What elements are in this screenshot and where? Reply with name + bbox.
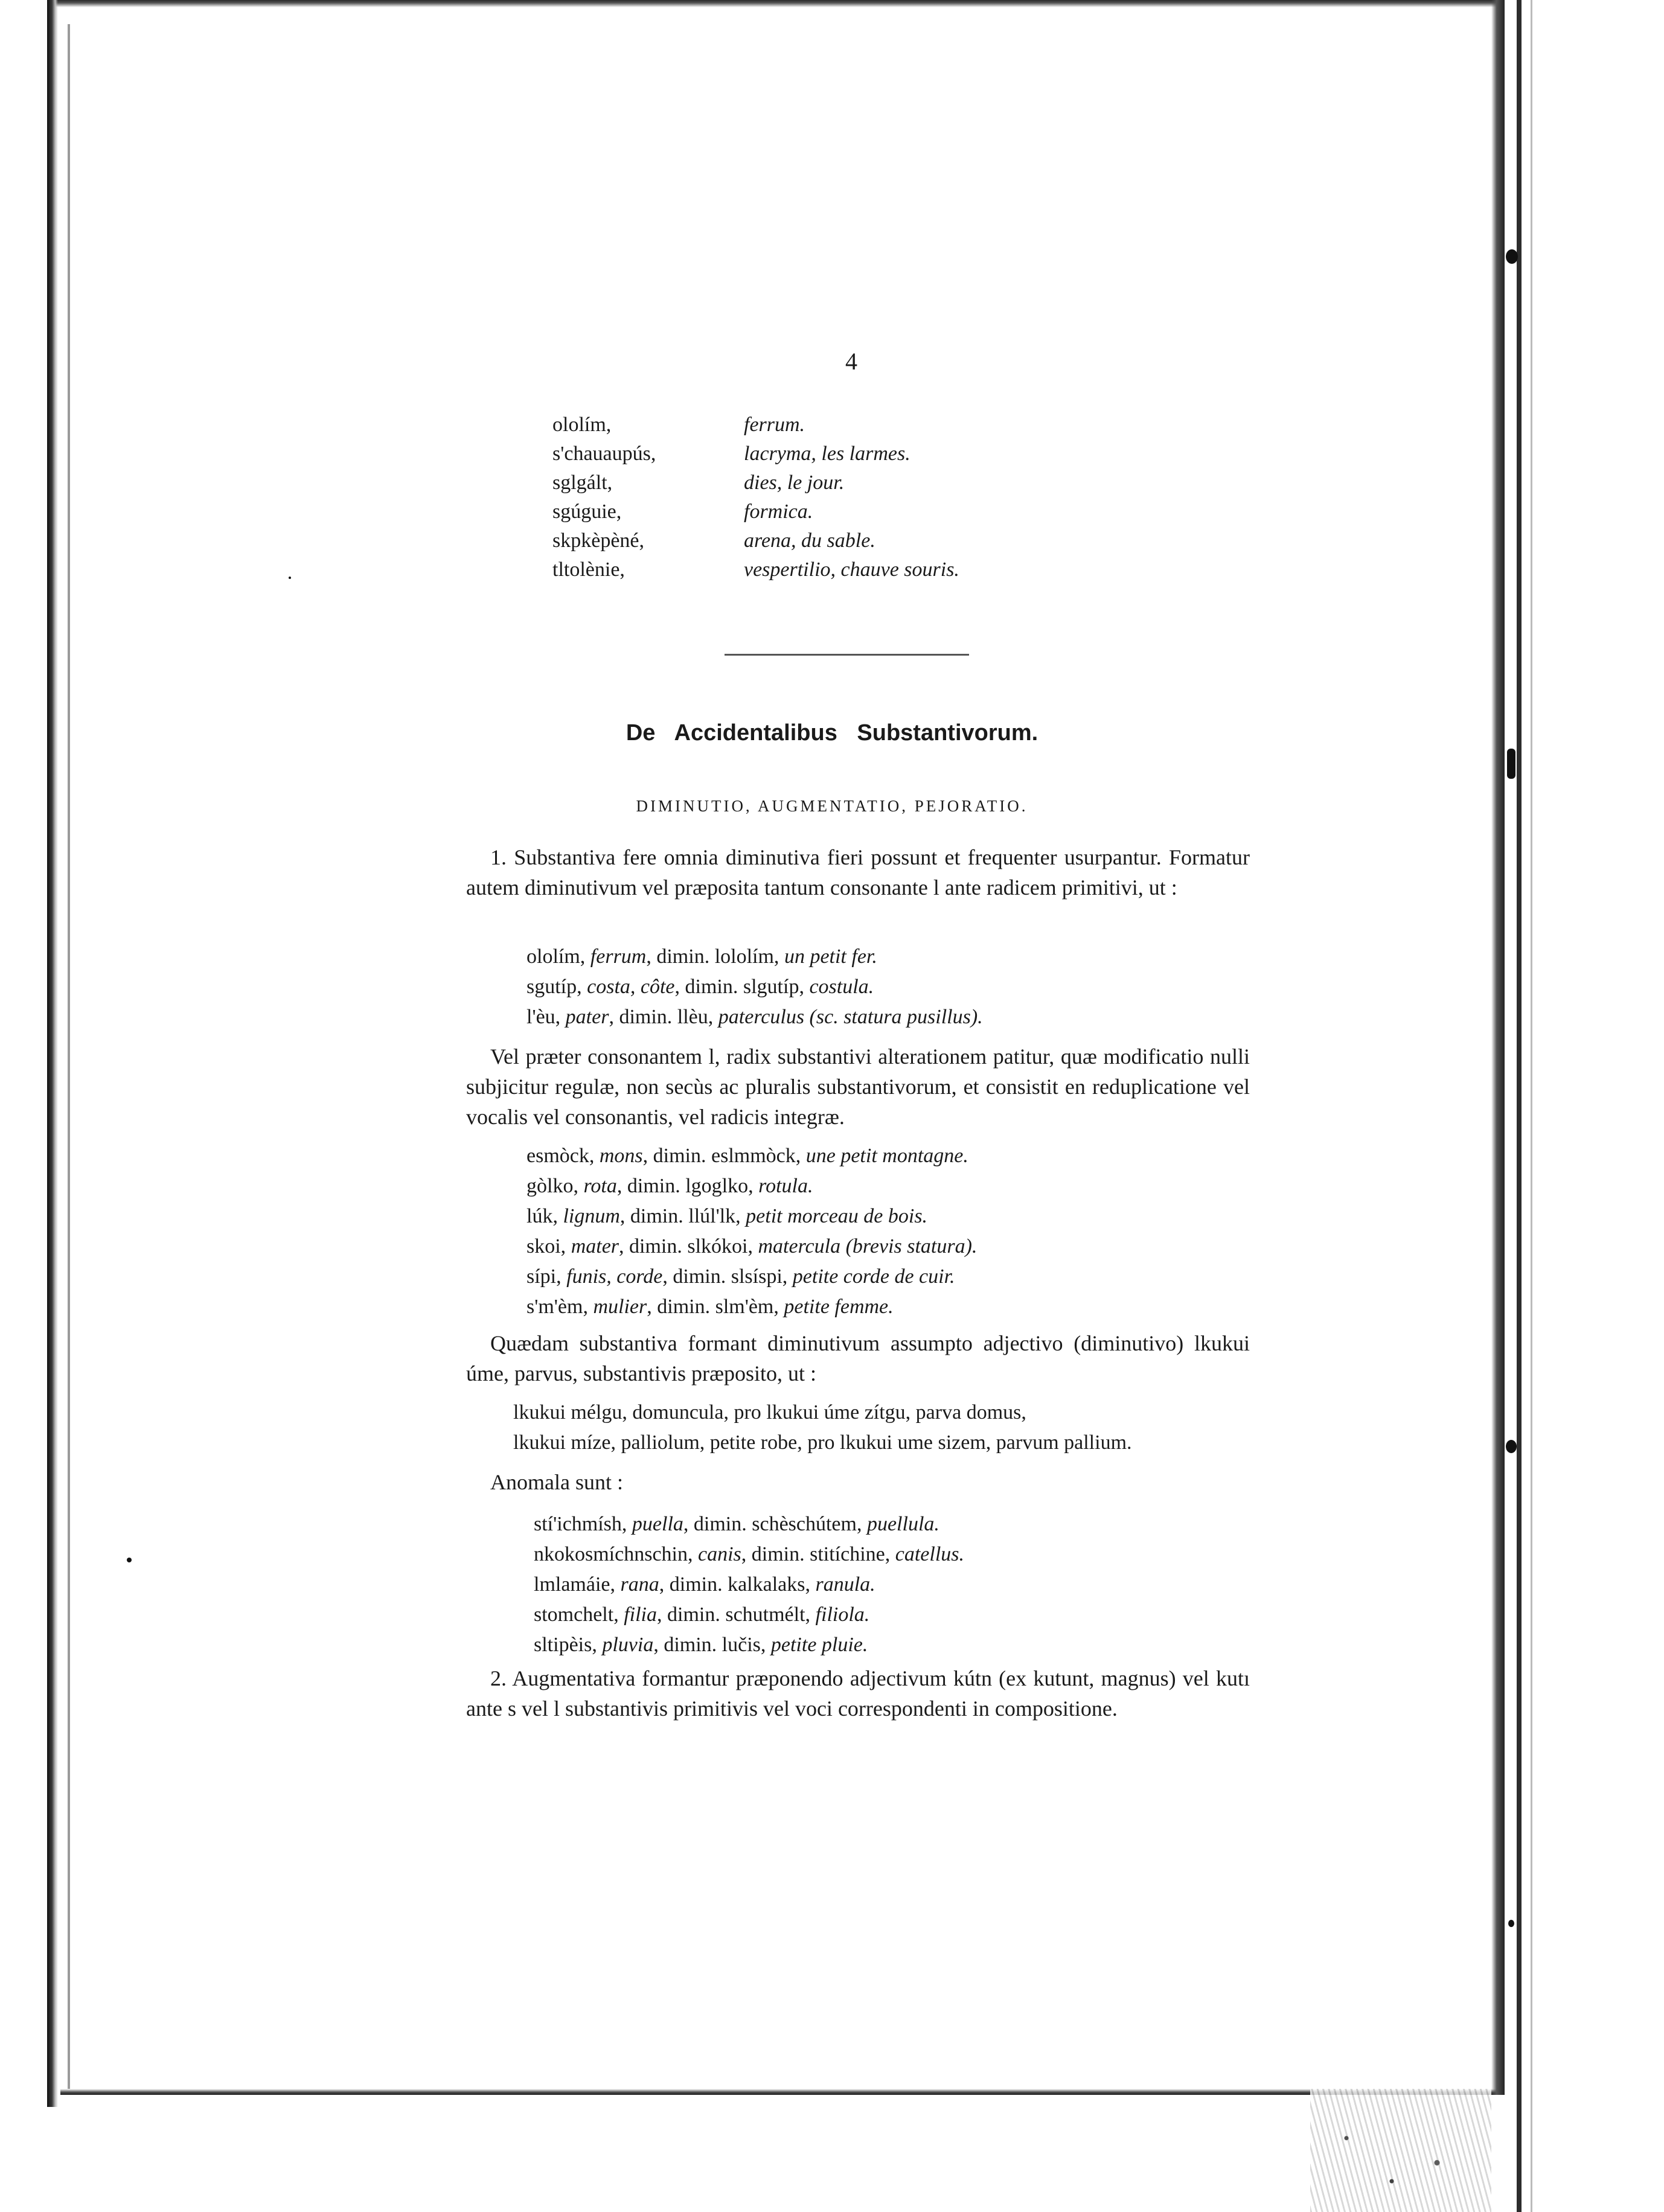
- example-line: esmòck, mons, dimin. eslmmòck, une petit montagne.: [526, 1145, 968, 1167]
- example-line: ololím, ferrum, dimin. lololím, un petit fer.: [526, 945, 877, 968]
- vocab-word: tltolènie,: [552, 558, 625, 581]
- paragraph-3-text: Quædam substantiva formant diminutivum assumpto adjectivo (diminutivo) lkukui úme, parvus, substantivis præposito, ut :: [466, 1331, 1250, 1386]
- vocab-latin: dies, le jour.: [744, 471, 845, 494]
- example-line: sltipèis, pluvia, dimin. lučis, petite pluie.: [534, 1634, 868, 1656]
- example-line: lúk, lignum, dimin. llúl'lk, petit morceau de bois.: [526, 1205, 928, 1227]
- example-line: sgutíp, costa, côte, dimin. slgutíp, costula.: [526, 976, 874, 998]
- vocab-word: sgúguie,: [552, 500, 622, 523]
- example-line: l'èu, pater, dimin. llèu, paterculus (sc. statura pusillus).: [526, 1006, 983, 1028]
- paragraph-2-text: Vel præter consonantem l, radix substantivi alterationem patitur, quæ modificatio nulli subjicitur regulæ, non secùs ac pluralis substantivorum, et consistit en reduplicatione vel vocalis vel consonantis, vel radicis integræ.: [466, 1044, 1250, 1129]
- paragraph-5-text: 2. Augmentativa formantur præponendo adjectivum kútn (ex kutunt, magnus) vel kutı ante s vel l substantivis primitivis vel voci correspondenti in compositione.: [466, 1666, 1250, 1721]
- next-page-edge-inner: [1531, 0, 1532, 2212]
- section-divider: [725, 654, 969, 656]
- vocab-latin: formica.: [744, 500, 813, 523]
- binding-hole: [1508, 1920, 1514, 1927]
- vocab-word: sglgált,: [552, 471, 613, 494]
- paragraph-1: [466, 842, 1250, 903]
- section-heading: De Accidentalibus Substantivorum.: [626, 720, 1038, 746]
- paragraph-3: [466, 1328, 1250, 1389]
- example-line: s'm'èm, mulier, dimin. slm'èm, petite femme.: [526, 1296, 894, 1318]
- speck: [127, 1558, 132, 1562]
- binding-hole: [1507, 749, 1515, 779]
- scan-edge-left-inner: [68, 24, 70, 2089]
- next-page-strip: [1509, 0, 1664, 2212]
- example-line: gòlko, rota, dimin. lgoglko, rotula.: [526, 1175, 813, 1197]
- example-line: nkokosmíchnschin, canis, dimin. stitíchine, catellus.: [534, 1543, 965, 1565]
- paragraph-4-text: Anomala sunt :: [490, 1470, 623, 1494]
- binding-hole: [1506, 1440, 1517, 1453]
- speck: [289, 577, 291, 579]
- example-list-4: [534, 1509, 964, 1660]
- example-list-2: [526, 1141, 977, 1322]
- example-list-3: [513, 1398, 1132, 1458]
- section-subheading: DIMINUTIO, AUGMENTATIO, PEJORATIO.: [636, 797, 1028, 815]
- scan-edge-bottom: [60, 2089, 1497, 2095]
- paragraph-1-text: 1. Substantiva fere omnia diminutiva fieri possunt et frequenter usurpantur. Formatur autem diminutivum vel præposita tantum consonante l ante radicem primitivi, ut :: [466, 845, 1250, 900]
- next-page-edge: [1517, 0, 1522, 2212]
- binding-hole: [1506, 249, 1518, 264]
- scan-noise: [1310, 2089, 1491, 2212]
- example-line: skoi, mater, dimin. slkókoi, matercula (brevis statura).: [526, 1235, 978, 1258]
- scan-edge-left: [47, 0, 58, 2107]
- vocab-word: skpkèpèné,: [552, 529, 645, 552]
- vocab-latin: ferrum.: [744, 414, 805, 436]
- vocab-word: s'chauaupús,: [552, 443, 656, 465]
- example-line: stomchelt, filia, dimin. schutmélt, filiola.: [534, 1603, 870, 1626]
- scan-edge-top: [48, 0, 1497, 7]
- scan-edge-right: [1491, 0, 1505, 2095]
- vocab-word: ololím,: [552, 414, 612, 436]
- example-line: lmlamáie, rana, dimin. kalkalaks, ranula.: [534, 1573, 875, 1596]
- paragraph-2: [466, 1041, 1250, 1132]
- example-line: sípi, funis, corde, dimin. slsíspi, petite corde de cuir.: [526, 1265, 955, 1288]
- paragraph-5: [466, 1663, 1250, 1724]
- vocab-latin: arena, du sable.: [744, 529, 875, 552]
- page-number: 4: [845, 348, 857, 375]
- vocab-latin: lacryma, les larmes.: [744, 443, 910, 465]
- example-list-1: [526, 942, 983, 1032]
- example-line: lkukui míze, palliolum, petite robe, pro lkukui ume sizem, parvum pallium.: [513, 1431, 1132, 1454]
- example-line: stí'ichmísh, puella, dimin. schèschútem, puellula.: [534, 1513, 939, 1535]
- vocab-latin: vespertilio, chauve souris.: [744, 558, 959, 581]
- example-line: lkukui mélgu, domuncula, pro lkukui úme zítgu, parva domus,: [513, 1401, 1026, 1424]
- paragraph-4: [466, 1467, 1250, 1497]
